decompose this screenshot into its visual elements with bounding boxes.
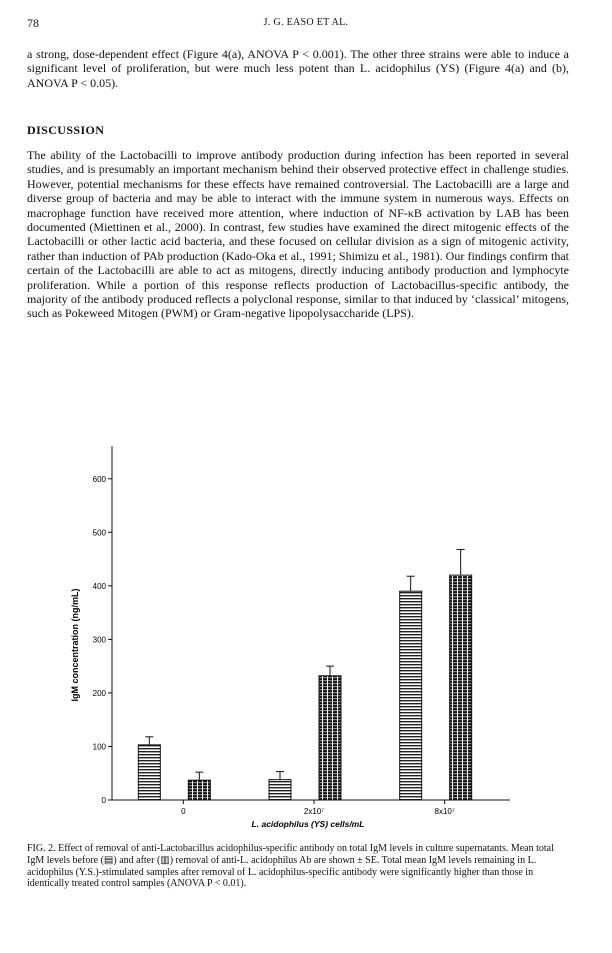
x-tick-label: 0 [181, 807, 186, 816]
y-tick-label: 500 [92, 528, 106, 538]
y-tick-label: 0 [101, 796, 106, 805]
discussion-heading: DISCUSSION [27, 123, 105, 137]
chart-bars [138, 575, 471, 800]
bar [138, 745, 160, 800]
paragraph-discussion: The ability of the Lactobacilli to improve antibody production during infection has been reported in several studies, and is presumably an important mechanism behind their observed protective effect in challenge studies. However, potential mechanisms for these effects have remained controversial. The Lactobacilli are a large and diverse group of bacteria and may be able to interact with the immune system in numerous ways. Effects on macrophage function have received more attention, where induction of NF-κB activation by LAB has been documented (Miettinen et al., 2000). In contrast, few studies have examined the direct mitogenic effects of the Lactobacilli or other lactic acid bacteria, and these focused on cellular division as a sign of mitogenic activity, rather than induction of PAb production (Kado-Oka et al., 1991; Shimizu et al., 1981). Our findings confirm that certain of the Lactobacilli are able to act as mitogens, directly inducing antibody production and lymphocyte proliferation. While a portion of this response reflects production of Lactobacillus-specific antibody, the majority of the antibody produced reflects a polyclonal response, similar to that induced by ‘classical’ mitogens, such as Pokeweed Mitogen (PWM) or Gram-negative lipopolysaccharide (LPS). [27, 148, 569, 321]
running-head: J. G. EASO ET AL. [263, 17, 349, 28]
y-tick-label: 400 [92, 581, 106, 591]
y-tick-label: 600 [92, 474, 106, 484]
x-tick-label: 2x10⁷ [303, 807, 325, 816]
bar [450, 575, 472, 800]
y-tick-label: 300 [92, 635, 106, 645]
x-tick-label: 8x10⁷ [434, 807, 455, 816]
figure-igm-chart [0, 430, 612, 850]
bar [269, 780, 291, 800]
y-tick-label: 200 [92, 688, 106, 698]
paragraph-results: a strong, dose-dependent effect (Figure 4(a), ANOVA P < 0.001). The other three strains were able to induce a significant level of proliferation, but were much less potent than L. acidophilus (YS) (Figure 4(a) and (b), ANOVA P < 0.05). [27, 47, 569, 90]
x-axis-label: L. acidophilus (YS) cells/mL [251, 819, 365, 829]
figure-caption [27, 843, 572, 890]
bar [188, 780, 210, 800]
y-tick-label: 100 [92, 742, 106, 752]
caption-label: FIG. 2. [27, 843, 56, 854]
bar [319, 676, 341, 800]
igm-bar-chart [0, 430, 612, 850]
caption-text: Effect of removal of anti-Lactobacillus acidophilus-specific antibody on total IgM levels in culture supernatants. Mean total IgM levels before (▤) and after (▥) removal of anti-L. acidophilus Ab are shown ± SE. Total mean IgM levels remaining in L. acidophilus (Y.S.)-stimulated samples after removal of L. acidophilus-specific antibody were significantly higher than those in identically treated control samples (ANOVA P < 0.01). [27, 843, 554, 890]
page-number: 78 [27, 16, 39, 30]
y-axis-label: IgM concentration (ng/mL) [70, 588, 80, 702]
bar [400, 591, 422, 800]
